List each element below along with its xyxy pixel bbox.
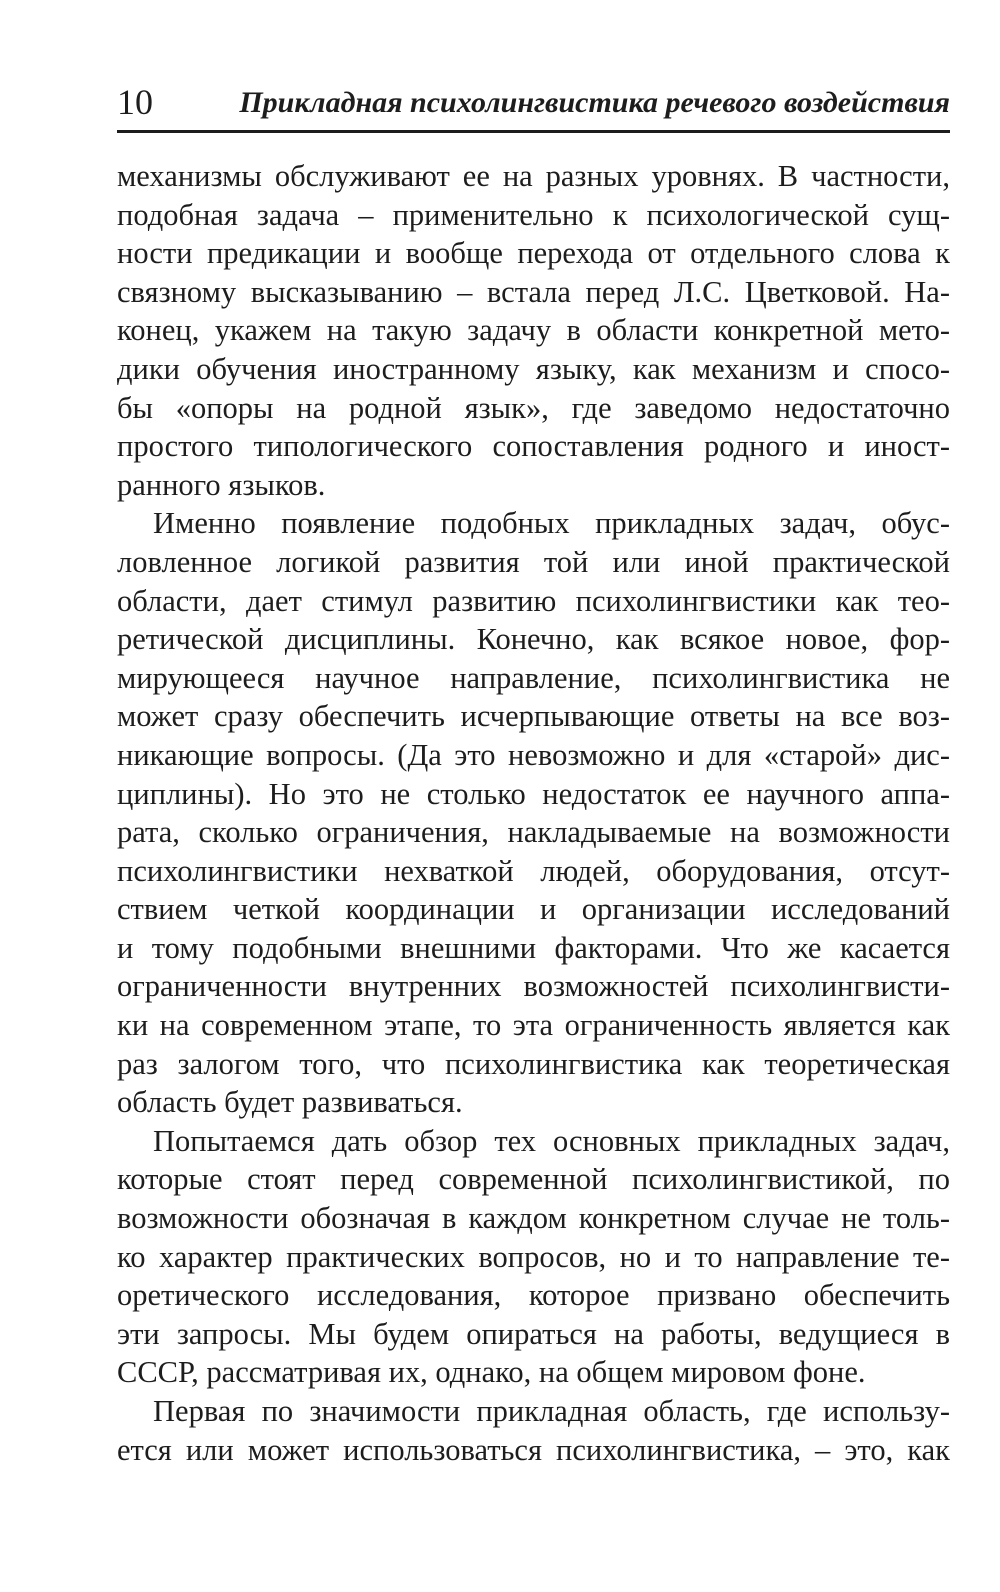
paragraph: [117, 504, 950, 1122]
text-line: ограниченности внутренних возможностей психолингвисти-: [117, 969, 950, 1004]
text-line: Попытаемся дать обзор тех основных прикладных задач,: [153, 1123, 950, 1158]
text-line: подобная задача – применительно к психологической сущ-: [117, 197, 950, 232]
text-line: ности предикации и вообще перехода от отдельного слова к: [117, 236, 950, 271]
text-line: СССР, рассматривая их, однако, на общем мировом фоне.: [117, 1355, 866, 1390]
text-line: ловленное логикой развития той или иной практической: [117, 544, 950, 579]
text-line: область будет развиваться.: [117, 1085, 463, 1120]
text-line: ранного языков.: [117, 467, 326, 502]
text-line: и тому подобными внешними факторами. Что же касается: [117, 930, 950, 965]
text-line: оретического исследования, которое призвано обеспечить: [117, 1278, 950, 1313]
running-title: Прикладная психолингвистика речевого воздействия: [239, 86, 950, 119]
text-line: возможности обозначая в каждом конкретном случае не толь-: [117, 1201, 950, 1236]
text-line: ки на современном этапе, то эта ограниченность является как: [117, 1008, 950, 1043]
text-line: никающие вопросы. (Да это невозможно и для «старой» дис-: [117, 737, 950, 772]
text-line: дики обучения иностранному языку, как механизм и спосо-: [117, 351, 950, 386]
text-line: бы «опоры на родной язык», где заведомо недостаточно: [117, 390, 950, 425]
text-line: может сразу обеспечить исчерпывающие ответы на все воз-: [117, 699, 950, 734]
text-line: которые стоят перед современной психолингвистикой, по: [117, 1162, 950, 1197]
text-line: психолингвистики нехваткой людей, оборудования, отсут-: [117, 853, 950, 888]
text-line: рата, сколько ограничения, накладываемые на возможности: [117, 815, 950, 850]
text-line: связному высказыванию – встала перед Л.С. Цветковой. На-: [117, 274, 950, 309]
text-line: области, дает стимул развитию психолингвистики как тео-: [117, 583, 950, 618]
text-line: ко характер практических вопросов, но и то направление те-: [117, 1239, 950, 1274]
text-line: механизмы обслуживают ее на разных уровнях. В частности,: [117, 159, 950, 193]
paragraph: [117, 157, 950, 504]
page-number: 10: [117, 82, 153, 122]
text-line: конец, укажем на такую задачу в области конкретной мето-: [117, 313, 950, 348]
text-line: циплины). Но это не столько недостаток ее научного аппа-: [117, 776, 950, 811]
text-line: простого типологического сопоставления родного и иност-: [117, 429, 950, 464]
text-line: ствием четкой координации и организации исследований: [117, 892, 950, 927]
text-line: Первая по значимости прикладная область, где использу-: [153, 1394, 950, 1428]
text-line: мирующееся научное направление, психолингвистика не: [117, 660, 950, 695]
text-line: эти запросы. Мы будем опираться на работы, ведущиеся в: [117, 1316, 950, 1351]
text-line: ретической дисциплины. Конечно, как всякое новое, фор-: [117, 622, 950, 657]
paragraph: [117, 1122, 950, 1392]
running-head: [117, 76, 950, 133]
text-line: Именно появление подобных прикладных задач, обус-: [153, 506, 950, 541]
body-text: [117, 157, 950, 1469]
paragraph: [117, 1392, 950, 1469]
text-line: ется или может использоваться психолингвистика, – это, как: [117, 1432, 950, 1467]
text-line: раз залогом того, что психолингвистика как теоретическая: [117, 1046, 950, 1081]
